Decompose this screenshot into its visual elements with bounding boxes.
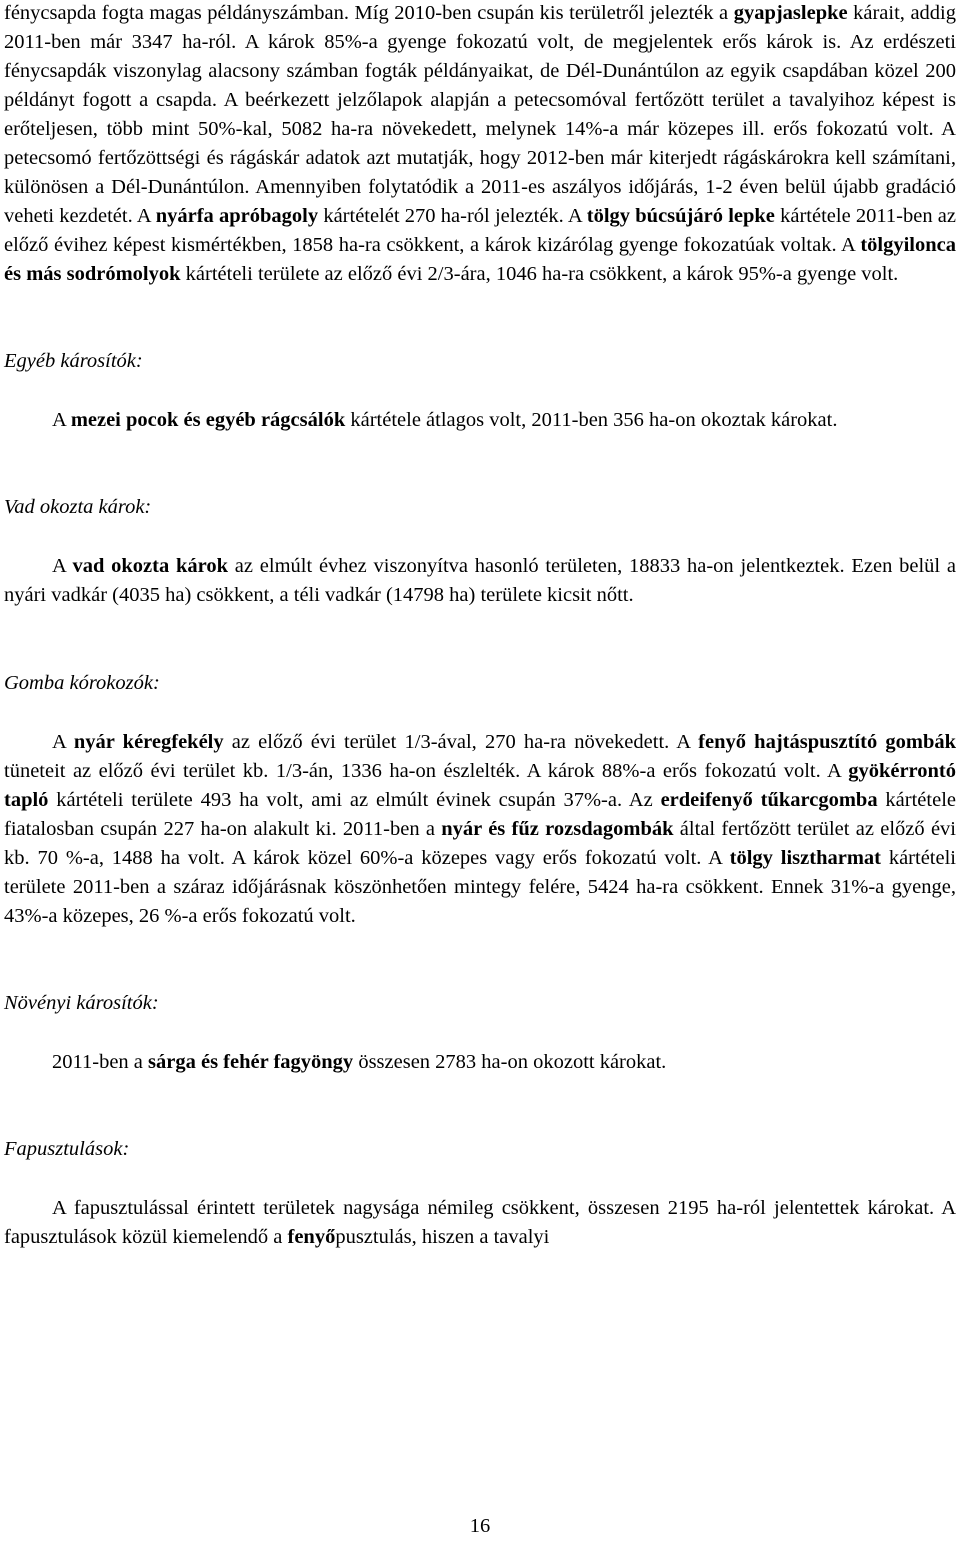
section-paragraph xyxy=(4,552,956,610)
text-run: az elmúlt évhez viszonyítva hasonló területen, 18833 ha-on jelentkeztek. Ezen belül a nyári vadkár (4035 ha) csökkent, a téli vadkár (14798 ha) területe kicsit nőtt. xyxy=(4,555,956,606)
bold-term: tölgy lisztharmat xyxy=(729,847,881,869)
text-run: kártételi területe az előző évi 2/3-ára, 1046 ha-ra csökkent, a károk 95%-a gyenge volt. xyxy=(180,263,899,285)
text-run: fénycsapda fogta magas példányszámban. Míg 2010-ben csupán kis területről jelezték a xyxy=(4,2,734,24)
intro-paragraph xyxy=(4,0,956,289)
text-run: kártételi területe 2011-ben a száraz időjárásnak köszönhetően mintegy felére, 5424 ha-ra csökkent. Ennek 31%-a gyenge, 43%-a közepes, 26 %-a erős fokozatú volt. xyxy=(4,847,956,927)
text-run: A xyxy=(52,555,73,577)
section-heading: Fapusztulások: xyxy=(4,1138,130,1160)
text-run: kártétele 2011-ben az előző évihez képest kismértékben, 1858 ha-ra csökkent, a károk kizárólag gyenge fokozatúak voltak. A xyxy=(4,205,956,256)
page-number: 16 xyxy=(469,1515,491,1537)
text-run: kártétele átlagos volt, 2011-ben 356 ha-on okoztak károkat. xyxy=(345,409,838,431)
section-heading: Növényi károsítók: xyxy=(4,992,159,1014)
text-run: kártétele fiatalosban csupán 227 ha-on alakult ki. 2011-ben a xyxy=(4,789,956,840)
bold-term: fenyő xyxy=(287,1226,336,1248)
bold-term: nyárfa apróbagoly xyxy=(155,205,319,227)
text-run: A fapusztulással érintett területek nagysága némileg csökkent, összesen 2195 ha-ról jelentettek károkat. A fapusztulások közül kiemelendő a xyxy=(4,1197,956,1248)
bold-term: gyapjaslepke xyxy=(733,2,848,24)
text-run: összesen 2783 ha-on okozott károkat. xyxy=(353,1051,667,1073)
text-run: tüneteit az előző évi terület kb. 1/3-án, 1336 ha-on észlelték. A károk 88%-a erős fokozatú volt. A xyxy=(4,760,849,782)
bold-term: erdeifenyő tűkarcgomba xyxy=(660,789,878,811)
section-heading: Gomba kórokozók: xyxy=(4,672,160,694)
section-heading: Vad okozta károk: xyxy=(4,496,152,518)
text-run: az előző évi terület 1/3-ával, 270 ha-ra növekedett. A xyxy=(223,731,699,753)
section-egyeb-karositok xyxy=(4,347,956,435)
document-page xyxy=(4,0,956,1252)
bold-term: sárga és fehér fagyöngy xyxy=(148,1051,354,1073)
bold-term: fenyő hajtáspusztító gombák xyxy=(698,731,956,753)
section-paragraph xyxy=(4,1048,956,1077)
bold-term: nyár és fűz rozsdagombák xyxy=(441,818,674,840)
section-novenyi-karositok xyxy=(4,989,956,1077)
section-gomba-korokozok xyxy=(4,669,956,931)
section-paragraph xyxy=(4,1194,956,1252)
bold-term: mezei pocok és egyéb rágcsálók xyxy=(70,409,346,431)
text-run: A xyxy=(52,409,71,431)
text-run: kártételét 270 ha-ról jelezték. A xyxy=(318,205,587,227)
text-run: pusztulás, hiszen a tavalyi xyxy=(335,1226,550,1248)
text-run: A xyxy=(52,731,74,753)
section-heading: Egyéb károsítók: xyxy=(4,350,143,372)
section-paragraph xyxy=(4,728,956,931)
text-run: kárait, addig 2011-ben már 3347 ha-ról. A károk 85%-a gyenge fokozatú volt, de megjelentek erős károk is. Az erdészeti fénycsapdák viszonylag alacsony számban fogták példányaikat, de Dél-Dunántúlon az egyik csapdában közel 200 példányt fogott a csapda. A beérkezett jelzőlapok alapján a petecsomóval fertőzött terület a tavalyihoz képest is erőteljesen, több mint 50%-kal, 5082 ha-ra növekedett, melynek 14%-a már közepes ill. erős fokozatú volt. A petecsomó fertőzöttségi és rágáskár adatok azt mutatják, hogy 2012-ben már kiterjedt rágáskárokra kell számítani, különösen a Dél-Dunántúlon. Amennyiben folytatódik a 2011-es aszályos időjárás, 1-2 éven belül újabb gradáció veheti kezdetét. A xyxy=(4,2,956,227)
bold-term: tölgyilonca és más sodrómolyok xyxy=(4,234,956,285)
text-run: 2011-ben a xyxy=(52,1051,149,1073)
bold-term: gyökérrontó tapló xyxy=(4,760,956,811)
bold-term: vad okozta károk xyxy=(72,555,229,577)
bold-term: nyár kéregfekély xyxy=(73,731,224,753)
bold-term: tölgy búcsújáró lepke xyxy=(586,205,775,227)
text-run: kártételi területe 493 ha volt, ami az elmúlt évinek csupán 37%-a. Az xyxy=(48,789,661,811)
text-run: által fertőzött terület az előző évi kb. 70 %-a, 1488 ha volt. A károk közel 60%-a közepes vagy erős fokozatú volt. A xyxy=(4,818,956,869)
section-vad-okozta-karok xyxy=(4,493,956,610)
section-fapusztulasok xyxy=(4,1135,956,1252)
section-paragraph xyxy=(4,406,956,435)
